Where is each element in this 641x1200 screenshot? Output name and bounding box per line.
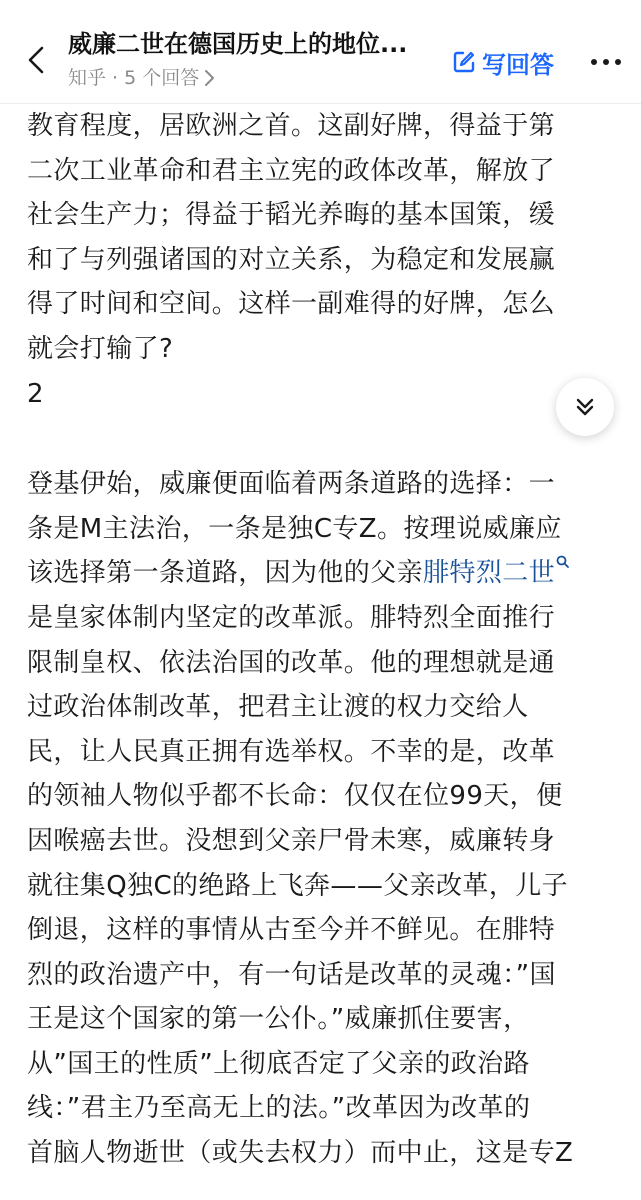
search-icon (556, 555, 569, 568)
paragraph-line: 线：”君主乃至高无上的法。”改革因为改革的 (27, 1093, 531, 1124)
paragraph-line-with-link (27, 551, 619, 596)
write-answer-button[interactable] (452, 42, 554, 82)
paragraph-line: 因喉癌去世。没想到父亲尸骨未寒，威廉转身 (27, 825, 556, 856)
paragraph-line: 就会打输了? (27, 333, 174, 364)
section-number: 2 (27, 378, 44, 409)
paragraph-line: 的领袖人物似乎都不长命：仅仅在位99天，便 (27, 781, 563, 812)
edit-icon (452, 50, 476, 74)
paragraph-line: 登基伊始，威廉便面临着两条道路的选择：一 (27, 469, 556, 500)
answer-content (27, 104, 619, 1176)
write-answer-label: 写回答 (482, 50, 554, 79)
paragraph-line: 限制皇权、依法治国的改革。他的理想就是通 (27, 647, 556, 678)
chevron-left-icon (27, 45, 45, 75)
paragraph-line: 得了时间和空间。这样一副难得的好牌，怎么 (27, 289, 556, 320)
top-bar (0, 0, 641, 104)
paragraph-line: 倒退，这样的事情从古至今并不鲜见。在腓特 (27, 915, 556, 946)
paragraph-line: 和了与列强诸国的对立关系，为稳定和发展赢 (27, 244, 556, 275)
back-button[interactable] (18, 38, 54, 82)
spacer (27, 416, 619, 462)
chevron-right-icon (203, 69, 215, 87)
paragraph-line: 从”国王的性质”上彻底否定了父亲的政治路 (27, 1048, 530, 1079)
paragraph-line: 就往集Q独C的绝路上飞奔——父亲改革，儿子 (27, 870, 569, 901)
paragraph-line: 条是M主法治，一条是独C专Z。按理说威廉应 (27, 513, 562, 544)
paragraph-line: 烈的政治遗产中，有一句话是改革的灵魂：”国 (27, 959, 556, 990)
link-text: 腓特烈二世 (423, 558, 556, 589)
subtitle-text: 知乎 · 5 个回答 (68, 67, 200, 89)
paragraph-text: 该选择第一条道路，因为他的父亲 (27, 558, 424, 589)
more-button[interactable] (586, 45, 626, 79)
paragraph-line: 民，让人民真正拥有选举权。不幸的是，改革 (27, 736, 556, 767)
paragraph-line: 社会生产力；得益于韬光养晦的基本国策，缓 (27, 200, 556, 231)
paragraph-line: 二次工业革命和君主立宪的政体改革，解放了 (27, 155, 556, 186)
answer-count-link[interactable] (68, 64, 215, 92)
paragraph-line: 是皇家体制内坚定的改革派。腓特烈全面推行 (27, 602, 556, 633)
frederick-iii-link[interactable] (423, 558, 569, 588)
paragraph-line: 首脑人物逝世（或失去权力）而中止，这是专Z (27, 1138, 574, 1169)
question-title[interactable]: 威廉二世在德国历史上的地位... (68, 30, 408, 58)
more-dots-icon (590, 58, 622, 66)
paragraph-line: 过政治体制改革，把君主让渡的权力交给人 (27, 692, 529, 723)
paragraph-line: 王是这个国家的第一公仆。”威廉抓住要害， (27, 1004, 530, 1035)
double-chevron-down-icon (574, 396, 596, 418)
paragraph-line: 教育程度，居欧洲之首。这副好牌，得益于第 (27, 111, 556, 141)
collapse-button[interactable] (556, 378, 614, 436)
